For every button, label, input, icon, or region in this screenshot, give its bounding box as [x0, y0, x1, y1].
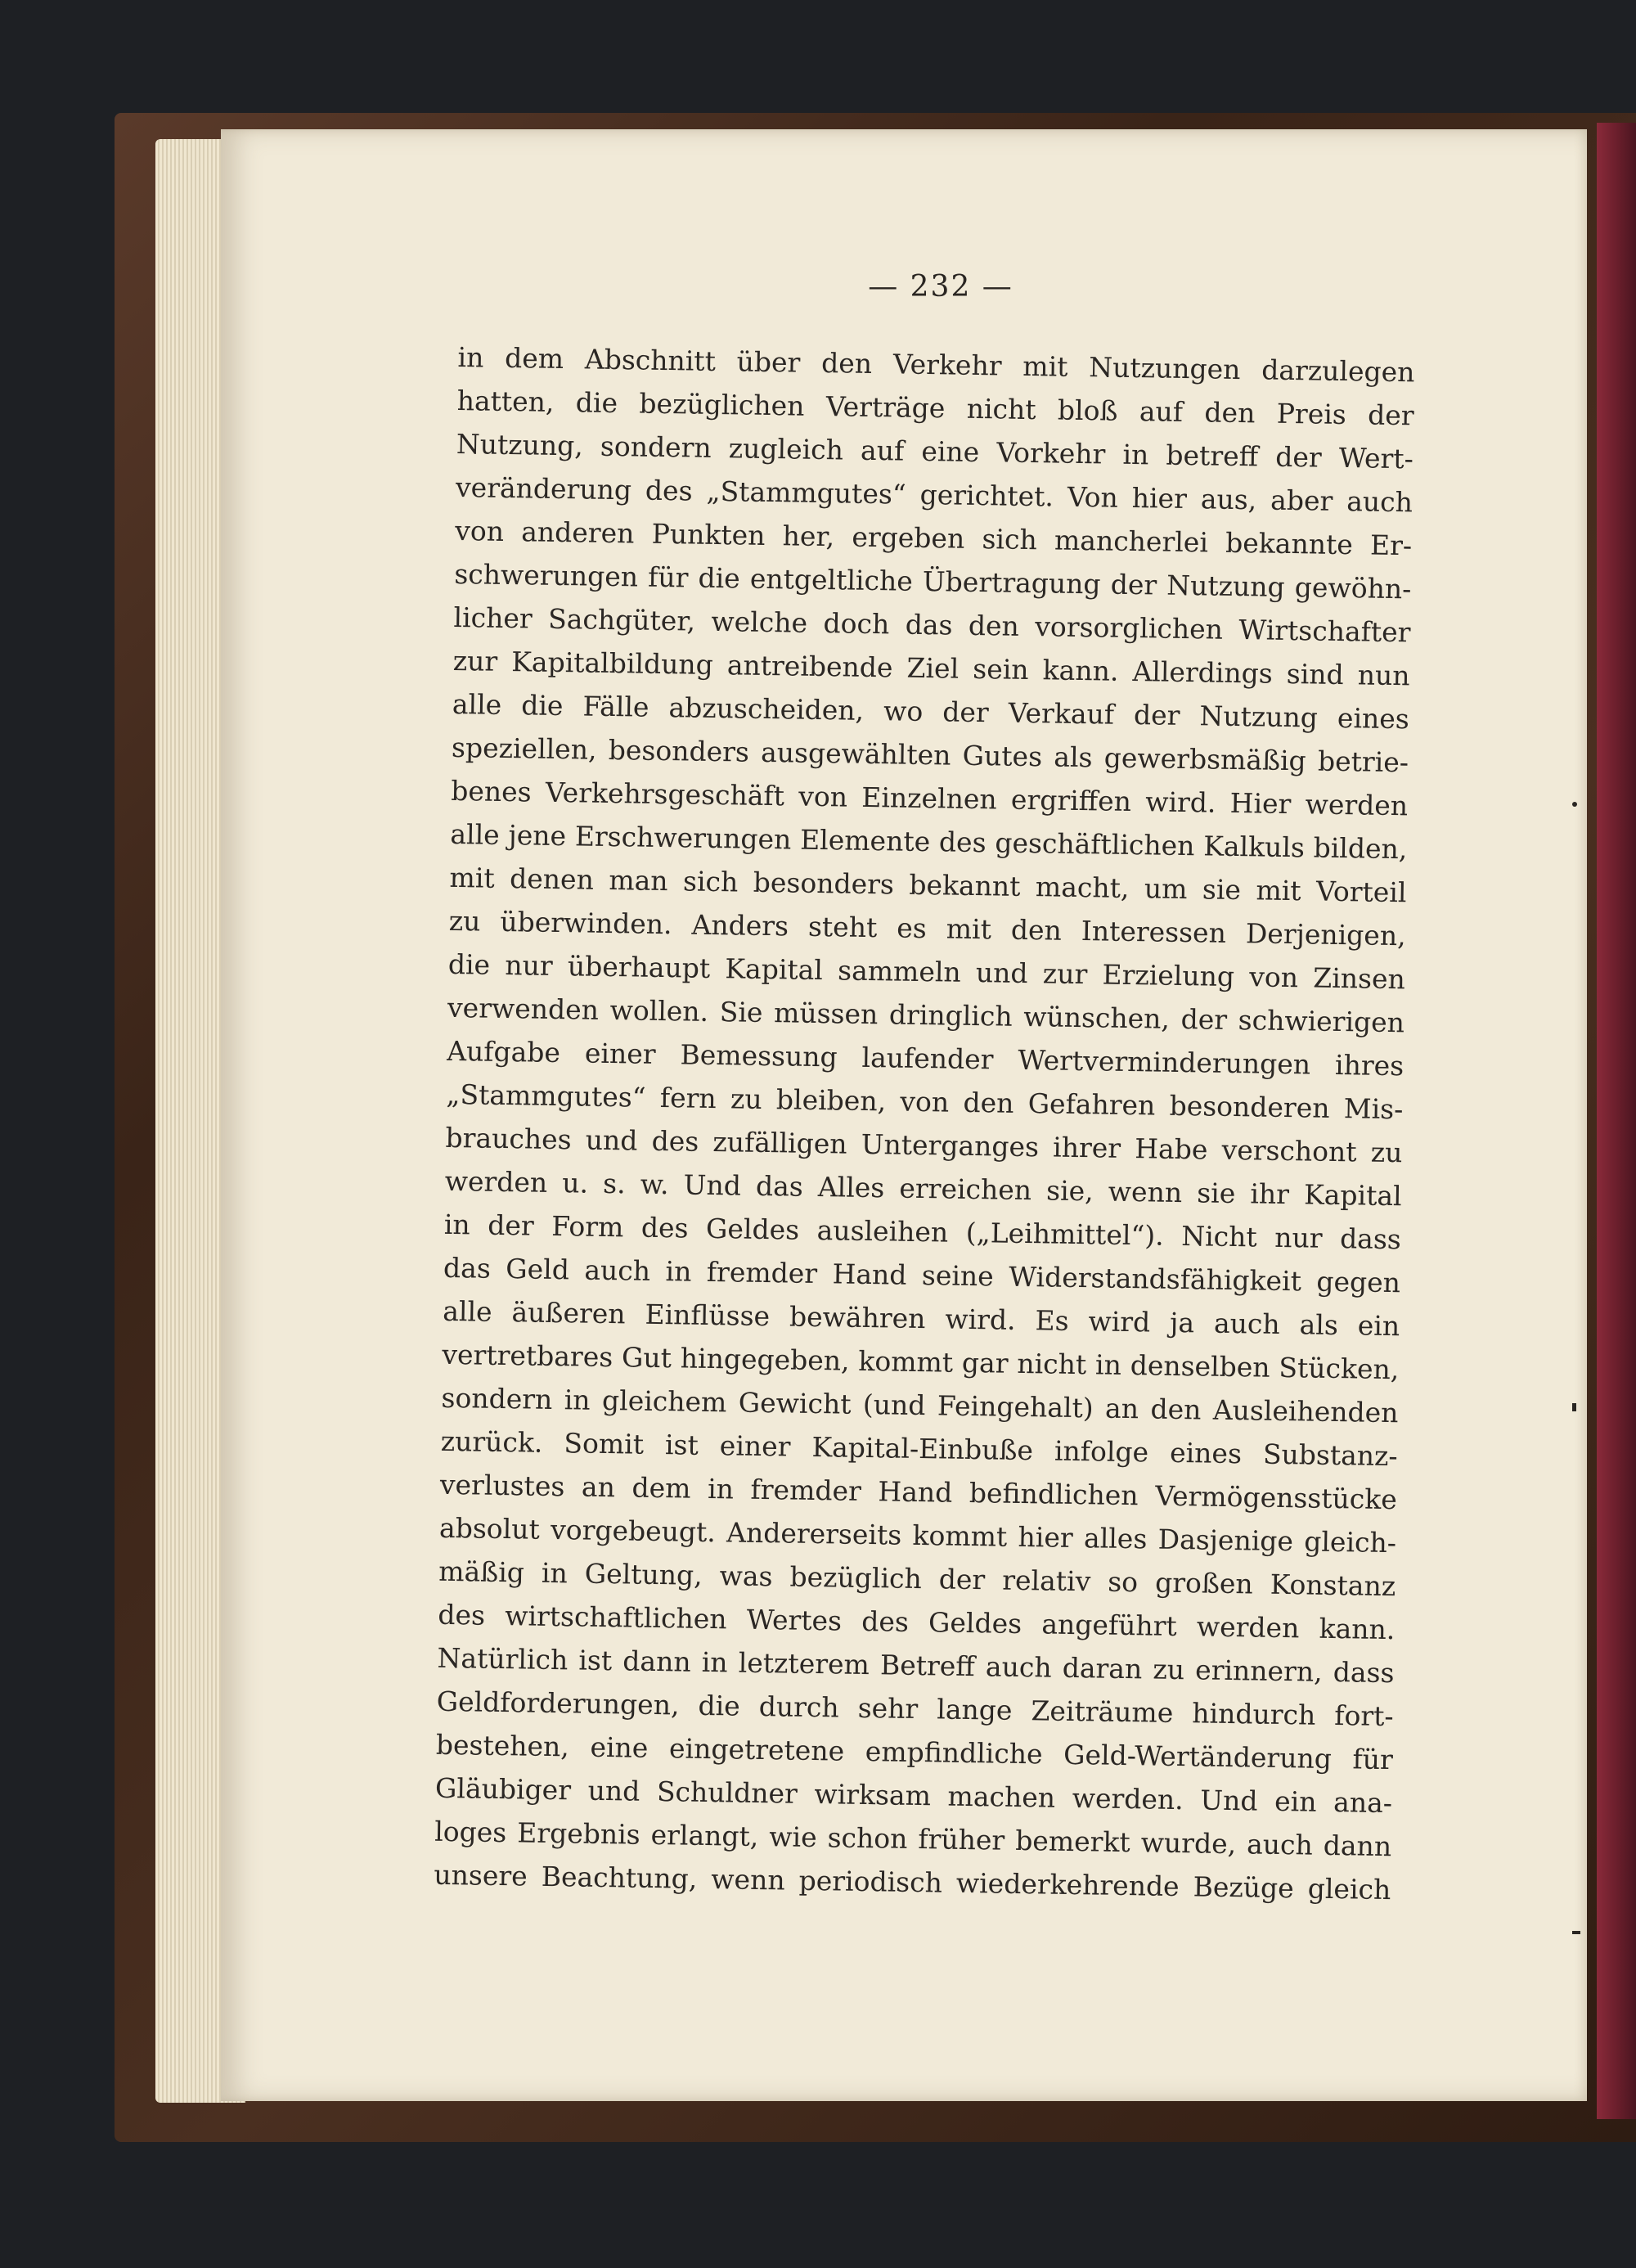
- text-line: alle äußeren Einflüsse bewähren wird. Es wird ja auch als ein: [442, 1294, 1400, 1343]
- text-line: zurück. Somit ist einer Kapital-Einbuße infolge eines Substanz-: [440, 1424, 1398, 1473]
- text-line: mit denen man sich besonders bekannt macht, um sie mit Vorteil: [449, 861, 1407, 909]
- text-line: Aufgabe einer Bemessung laufender Wertverminderungen ihres: [446, 1034, 1405, 1082]
- text-line: verwenden wollen. Sie müssen dringlich wünschen, der schwierigen: [447, 991, 1405, 1039]
- text-line: in der Form des Geldes ausleihen („Leihmittel“). Nicht nur dass: [443, 1208, 1402, 1256]
- text-line: Gläubiger und Schuldner wirksam machen werden. Und ein ana-: [434, 1771, 1393, 1820]
- text-line: hatten, die bezüglichen Verträge nicht bloß auf den Preis der: [456, 384, 1414, 432]
- text-line: in dem Abschnitt über den Verkehr mit Nutzungen darzulegen: [457, 340, 1415, 389]
- text-line: speziellen, besonders ausgewählten Gutes als gewerbsmäßig betrie-: [451, 731, 1409, 779]
- page-number: — 232 —: [868, 270, 1014, 304]
- text-line: veränderung des „Stammgutes“ gerichtet. Von hier aus, aber auch: [455, 470, 1414, 519]
- text-line: Nutzung, sondern zugleich auf eine Vorkehr in betreff der Wert-: [456, 427, 1414, 475]
- text-line: mäßig in Geltung, was bezüglich der relativ so großen Konstanz: [438, 1555, 1396, 1603]
- text-line: des wirtschaftlichen Wertes des Geldes angeführt werden kann.: [438, 1598, 1396, 1646]
- text-line: absolut vorgebeugt. Andererseits kommt hier alles Dasjenige gleich-: [438, 1511, 1397, 1559]
- text-line: Geldforderungen, die durch sehr lange Zeiträume hindurch fort-: [436, 1685, 1394, 1733]
- text-line: loges Ergebnis erlangt, wie schon früher bemerkt wurde, auch dann: [434, 1815, 1392, 1863]
- text-line: zu überwinden. Anders steht es mit den Interessen Derjenigen,: [448, 904, 1406, 952]
- text-line: alle die Fälle abzuscheiden, wo der Verkauf der Nutzung eines: [452, 687, 1410, 736]
- text-line: Natürlich ist dann in letzterem Betreff auch daran zu erinnern, dass: [437, 1641, 1395, 1690]
- text-line: vertretbares Gut hingegeben, kommt gar nicht in denselben Stücken,: [442, 1338, 1400, 1386]
- text-line: schwerungen für die entgeltliche Übertragung der Nutzung gewöhn-: [454, 557, 1412, 605]
- text-line: „Stammgutes“ fern zu bleiben, von den Gefahren besonderen Mis-: [446, 1078, 1404, 1126]
- text-line: zur Kapitalbildung antreibende Ziel sein kann. Allerdings sind nun: [452, 644, 1410, 692]
- margin-mark: [1572, 802, 1577, 807]
- text-line: alle jene Erschwerungen Elemente des geschäftlichen Kalkuls bilden,: [450, 817, 1408, 866]
- text-line: sondern in gleichem Gewicht (und Feingehalt) an den Ausleihenden: [441, 1381, 1399, 1429]
- text-line: licher Sachgüter, welche doch das den vorsorglichen Wirtschafter: [453, 601, 1411, 649]
- text-line: die nur überhaupt Kapital sammeln und zur Erzielung von Zinsen: [447, 947, 1406, 996]
- book-cover-edge: [1597, 123, 1636, 2119]
- text-line: das Geld auch in fremder Hand seine Widerstandsfähigkeit gegen: [443, 1251, 1401, 1299]
- text-line: unsere Beachtung, wenn periodisch wiederkehrende Bezüge gleich: [434, 1858, 1391, 1906]
- body-text: [434, 335, 1415, 1911]
- margin-mark: [1572, 1931, 1580, 1934]
- margin-mark: [1572, 1403, 1576, 1411]
- text-line: brauches und des zufälligen Unterganges ihrer Habe verschont zu: [445, 1121, 1403, 1169]
- text-line: von anderen Punkten her, ergeben sich mancherlei bekannte Er-: [454, 514, 1413, 562]
- text-line: bestehen, eine eingetretene empfindliche Geld-Wertänderung für: [435, 1728, 1394, 1776]
- text-line: werden u. s. w. Und das Alles erreichen sie, wenn sie ihr Kapital: [444, 1164, 1402, 1213]
- text-line: verlustes an dem in fremder Hand befindlichen Vermögensstücke: [439, 1468, 1398, 1516]
- text-line: benes Verkehrsgeschäft von Einzelnen ergriffen wird. Hier werden: [450, 774, 1409, 822]
